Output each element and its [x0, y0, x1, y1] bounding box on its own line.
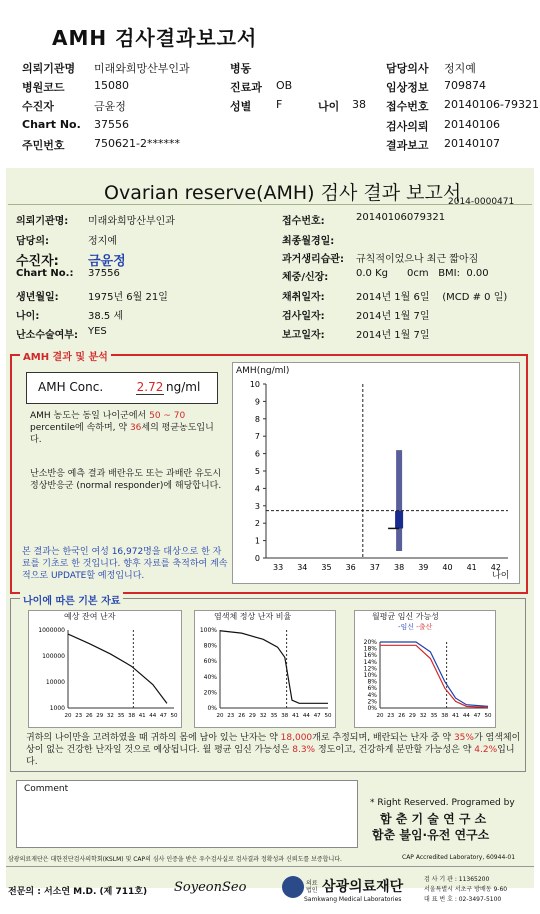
- amh-conc-label: AMH Conc.: [38, 380, 104, 394]
- y-tick-label: 10000: [45, 679, 65, 686]
- x-tick-label: 44: [462, 713, 470, 719]
- y-tick-label: 100%: [199, 627, 217, 634]
- amh-chart-xlabel: 나이: [492, 571, 510, 581]
- x-tick-label: 35: [430, 713, 438, 719]
- y-tick-label: 60%: [203, 658, 217, 666]
- header-value: OB: [276, 79, 293, 92]
- amh-chart-ylabel: AMH(ng/ml): [236, 366, 290, 376]
- doctor-signature: SoyeonSeo: [174, 880, 247, 895]
- x-tick-label: 39: [418, 563, 429, 572]
- footer-rule: [6, 866, 534, 867]
- header-label: 수진자: [22, 100, 54, 113]
- x-tick-label: 38: [394, 563, 405, 572]
- info-label: 채취일자:: [282, 292, 325, 303]
- info-label: 나이:: [16, 311, 40, 322]
- y-tick-label: 6: [254, 449, 260, 459]
- x-tick-label: 33: [273, 563, 284, 572]
- info-label: 과거생리습관:: [282, 254, 344, 265]
- samkwang-logo-icon: [282, 876, 304, 898]
- header-label: 임상정보: [386, 81, 429, 94]
- legend-dash: -: [414, 623, 419, 631]
- foundation-en: Samkwang Medical Laboratories: [304, 896, 402, 903]
- info-label: 의뢰기관명:: [16, 216, 69, 227]
- y-tick-label: 80%: [203, 642, 217, 650]
- y-tick-label: 6%: [367, 685, 377, 693]
- info-label: 담당의:: [16, 236, 49, 247]
- x-tick-label: 36: [345, 563, 356, 572]
- header-label: 병원코드: [22, 81, 65, 94]
- y-tick-label: 1000000: [38, 627, 65, 634]
- header-label: 접수번호: [386, 100, 429, 113]
- x-tick-label: 41: [452, 713, 460, 719]
- x-tick-label: 47: [473, 713, 481, 719]
- x-tick-label: 20: [216, 713, 224, 719]
- doctor-name: 전문의 : 서소연 M.D. (제 711호): [8, 887, 148, 897]
- y-tick-label: 10: [249, 380, 260, 389]
- x-tick-label: 38: [281, 713, 289, 719]
- info-value: YES: [88, 326, 107, 337]
- box-iqr: [395, 511, 403, 528]
- info-value: 규칙적이었으나 최근 짧아짐: [356, 254, 479, 265]
- patient-name: 금윤정: [88, 254, 126, 269]
- y-tick-label: 8: [254, 414, 260, 424]
- x-tick-label: 40: [442, 563, 453, 572]
- x-tick-label: 47: [159, 713, 167, 719]
- x-tick-label: 29: [96, 713, 104, 719]
- amh-percentile-text: [30, 410, 224, 446]
- info-value: 20140106079321: [356, 212, 446, 223]
- x-tick-label: 26: [238, 713, 246, 719]
- x-tick-label: 44: [149, 713, 157, 719]
- header-label: 진료과: [230, 81, 262, 94]
- info-value: 2014년 1월 7일: [356, 330, 430, 341]
- x-tick-label: 23: [227, 713, 235, 719]
- amh-conc-value: 2.72: [136, 380, 164, 394]
- x-tick-label: 37: [369, 563, 380, 572]
- footer-info: 대 표 번 호 : 02-3497-5100: [424, 896, 502, 903]
- header-value: 20140106: [444, 118, 500, 131]
- age-section-title: 나이에 따른 기본 자료: [20, 592, 123, 607]
- x-tick-label: 42: [490, 563, 501, 572]
- y-tick-label: 1000: [49, 705, 65, 712]
- summary-egg-count: 18,000: [280, 733, 313, 743]
- foundation-prefix: 의료법인: [306, 880, 318, 894]
- amh-data-note: 본 결과는 한국인 여성 16,972명을 대상으로 한 자료를 기초로 한 것입니다. 향후 자료를 축적하여 계속적으로 UPDATE할 예정입니다.: [22, 547, 228, 581]
- foundation-name: 삼광의료재단: [322, 879, 404, 895]
- series-line: [68, 634, 167, 703]
- x-tick-label: 38: [128, 713, 136, 719]
- series-line: [220, 631, 328, 704]
- y-tick-label: 7: [254, 432, 260, 442]
- info-label: Chart No.:: [16, 268, 74, 279]
- info-label: 체중/신장:: [282, 272, 329, 283]
- y-tick-label: 8%: [367, 678, 377, 686]
- info-value: 1975년 6월 21일: [88, 292, 168, 303]
- info-label: 생년월일:: [16, 292, 59, 303]
- age-summary-text: [26, 732, 522, 768]
- info-value: 38.5 세: [88, 311, 124, 322]
- x-tick-label: 29: [248, 713, 256, 719]
- y-tick-label: 100000: [42, 653, 65, 660]
- x-tick-label: 41: [292, 713, 300, 719]
- header-value: 37556: [94, 118, 129, 131]
- egg-count-chart: [28, 610, 180, 726]
- x-tick-label: 41: [466, 563, 477, 572]
- header-value: 금윤정: [94, 100, 126, 113]
- x-tick-label: 20: [64, 713, 72, 719]
- header-label: 병동: [230, 62, 252, 75]
- y-tick-label: 3: [254, 501, 260, 511]
- report-code: 2014-0000471: [448, 197, 515, 207]
- header-label: 담당의사: [386, 62, 429, 75]
- x-tick-label: 35: [270, 713, 278, 719]
- y-tick-label: 18%: [363, 645, 377, 653]
- header-label: 검사의뢰: [386, 120, 429, 133]
- y-tick-label: 10%: [363, 672, 377, 679]
- info-label: 보고일자:: [282, 330, 325, 341]
- x-tick-label: 41: [138, 713, 146, 719]
- summary-normal-ratio: 35%: [453, 733, 474, 743]
- header-label: 주민번호: [22, 139, 65, 152]
- summary-part: 개로 추정되며, 배란되는 난자 중 약: [312, 733, 452, 743]
- footer-cert: 삼광의료재단은 대한진단검사의학회(KSLM) 및 CAP의 심사 인증을 받은 우수검사실로 검사결과 정확성과 신뢰도를 보증합니다.: [8, 856, 342, 863]
- x-tick-label: 26: [398, 713, 406, 719]
- header-value: 15080: [94, 79, 129, 92]
- y-tick-label: 1: [254, 536, 260, 546]
- summary-part: 가 염색체이상이 없는 건강한 난자일 것으로 예상됩니다. 월 평균 임신 가능성은: [26, 733, 521, 755]
- info-label: 난소수술여부:: [16, 330, 78, 341]
- amh-text-part: 세의 평균농도입니다.: [30, 423, 214, 445]
- info-value: 0.0 Kg 0cm BMI: 0.00: [356, 268, 489, 279]
- header-label: 나이: [318, 100, 340, 113]
- header-value: F: [276, 98, 283, 111]
- summary-part: 귀하의 나이만을 고려하였을 때 귀하의 몸에 남아 있는 난자는 약: [26, 733, 278, 743]
- info-value: 2014년 1월 6일 (MCD # 0 일): [356, 292, 508, 303]
- header-label: 의뢰기관명: [22, 62, 76, 75]
- series-line: [380, 642, 488, 706]
- info-label: 검사일자:: [282, 311, 325, 322]
- info-value: 37556: [88, 268, 120, 279]
- x-tick-label: 26: [85, 713, 93, 719]
- x-tick-label: 50: [170, 713, 178, 719]
- y-tick-label: 20%: [203, 689, 217, 697]
- legend-dash: -: [398, 623, 401, 631]
- y-tick-label: 16%: [363, 652, 377, 660]
- y-tick-label: 20%: [363, 639, 377, 646]
- x-tick-label: 32: [106, 713, 114, 719]
- info-value: 2014년 1월 7일: [356, 311, 430, 322]
- amh-section-title: AMH 결과 및 분석: [20, 348, 111, 363]
- x-tick-label: 32: [419, 713, 427, 719]
- report-title: Ovarian reserve(AMH) 검사 결과 보고서: [104, 182, 462, 204]
- info-label: 접수번호:: [282, 216, 325, 227]
- y-tick-label: 12%: [363, 665, 377, 673]
- pregnancy-chart: [354, 610, 494, 726]
- summary-part: 입니다.: [26, 745, 515, 767]
- y-tick-label: 0%: [367, 705, 377, 712]
- amh-response-text: 난소반응 예측 결과 배란유도 또는 과배란 유도시 정상반응군 (normal responder)에 해당합니다.: [30, 469, 222, 491]
- rights-text: * Right Reserved. Programed by: [370, 798, 515, 808]
- x-tick-label: 50: [324, 713, 332, 719]
- x-tick-label: 35: [117, 713, 125, 719]
- x-tick-label: 29: [408, 713, 416, 719]
- footer-info: 검 사 기 관 : 11365200: [424, 876, 490, 883]
- series-line: [380, 645, 488, 707]
- x-tick-label: 38: [441, 713, 449, 719]
- y-tick-label: 4: [254, 484, 260, 494]
- info-value: 미래와희망산부인과: [88, 216, 175, 227]
- y-tick-label: 4%: [367, 691, 377, 699]
- y-tick-label: 5: [254, 467, 260, 476]
- y-tick-label: 2: [254, 519, 260, 529]
- x-tick-label: 32: [259, 713, 267, 719]
- amh-text-part: percentile에 속하며, 약: [30, 423, 128, 433]
- header-value: 38: [352, 98, 366, 111]
- info-label: 최종월경일:: [282, 236, 335, 247]
- amh-percentile-range: 50 ~ 70: [149, 411, 186, 421]
- amh-text-part: AMH 농도는 동일 나이군에서: [30, 411, 147, 421]
- info-label: 수진자:: [16, 254, 59, 269]
- header-value: 미래와희망산부인과: [94, 62, 190, 75]
- x-tick-label: 47: [313, 713, 321, 719]
- x-tick-label: 23: [75, 713, 83, 719]
- comment-label: Comment: [24, 784, 69, 794]
- x-tick-label: 50: [484, 713, 492, 719]
- page-title: AMH 검사결과보고서: [52, 26, 258, 50]
- amh-age-box-chart: [232, 362, 518, 582]
- normal-egg-ratio-chart-title: 염색체 정상 난자 비율: [214, 612, 292, 621]
- egg-count-chart-title: 예상 잔여 난자: [64, 612, 116, 621]
- org-tech-institute: 함 춘 기 술 연 구 소: [380, 812, 487, 826]
- amh-equivalent-age: 36: [129, 423, 142, 433]
- summary-pregnancy-rate: 8.3%: [292, 745, 316, 755]
- x-tick-label: 34: [297, 563, 308, 572]
- header-value: 750621-2******: [94, 137, 180, 150]
- header-value: 20140107: [444, 137, 500, 150]
- y-tick-label: 0: [254, 554, 260, 563]
- y-tick-label: 14%: [363, 658, 377, 666]
- amh-conc-unit: ng/ml: [166, 380, 201, 394]
- pregnancy-chart-title: 월평균 임신 가능성: [372, 612, 439, 621]
- y-tick-label: 0%: [207, 705, 217, 712]
- header-label: 결과보고: [386, 139, 429, 152]
- org-fertility-institute: 함춘 불임·유전 연구소: [372, 828, 490, 842]
- summary-birth-rate: 4.2%: [474, 745, 498, 755]
- header-value: 정지예: [444, 62, 476, 75]
- header-value: 709874: [444, 79, 486, 92]
- x-tick-label: 35: [321, 563, 332, 572]
- y-tick-label: 2%: [367, 698, 377, 706]
- summary-part: 정도이고, 건강하게 분만할 가능성은 약: [317, 745, 472, 755]
- header-label: 성별: [230, 100, 252, 113]
- header-label: Chart No.: [22, 118, 81, 131]
- header-value: 20140106-79321: [444, 98, 539, 111]
- normal-egg-ratio-chart: [194, 610, 334, 726]
- y-tick-label: 9: [254, 397, 260, 407]
- x-tick-label: 20: [376, 713, 384, 719]
- info-value: 정지예: [88, 236, 117, 247]
- legend-birth: 출산: [418, 623, 433, 631]
- x-tick-label: 44: [302, 713, 310, 719]
- footer-info: 서울특별시 서초구 방배동 9-60: [424, 886, 508, 893]
- y-tick-label: 40%: [203, 673, 217, 681]
- legend-pregnancy: 임신: [400, 623, 415, 631]
- footer-cap: CAP Accredited Laboratory, 60944-01: [402, 854, 516, 861]
- x-tick-label: 23: [387, 713, 395, 719]
